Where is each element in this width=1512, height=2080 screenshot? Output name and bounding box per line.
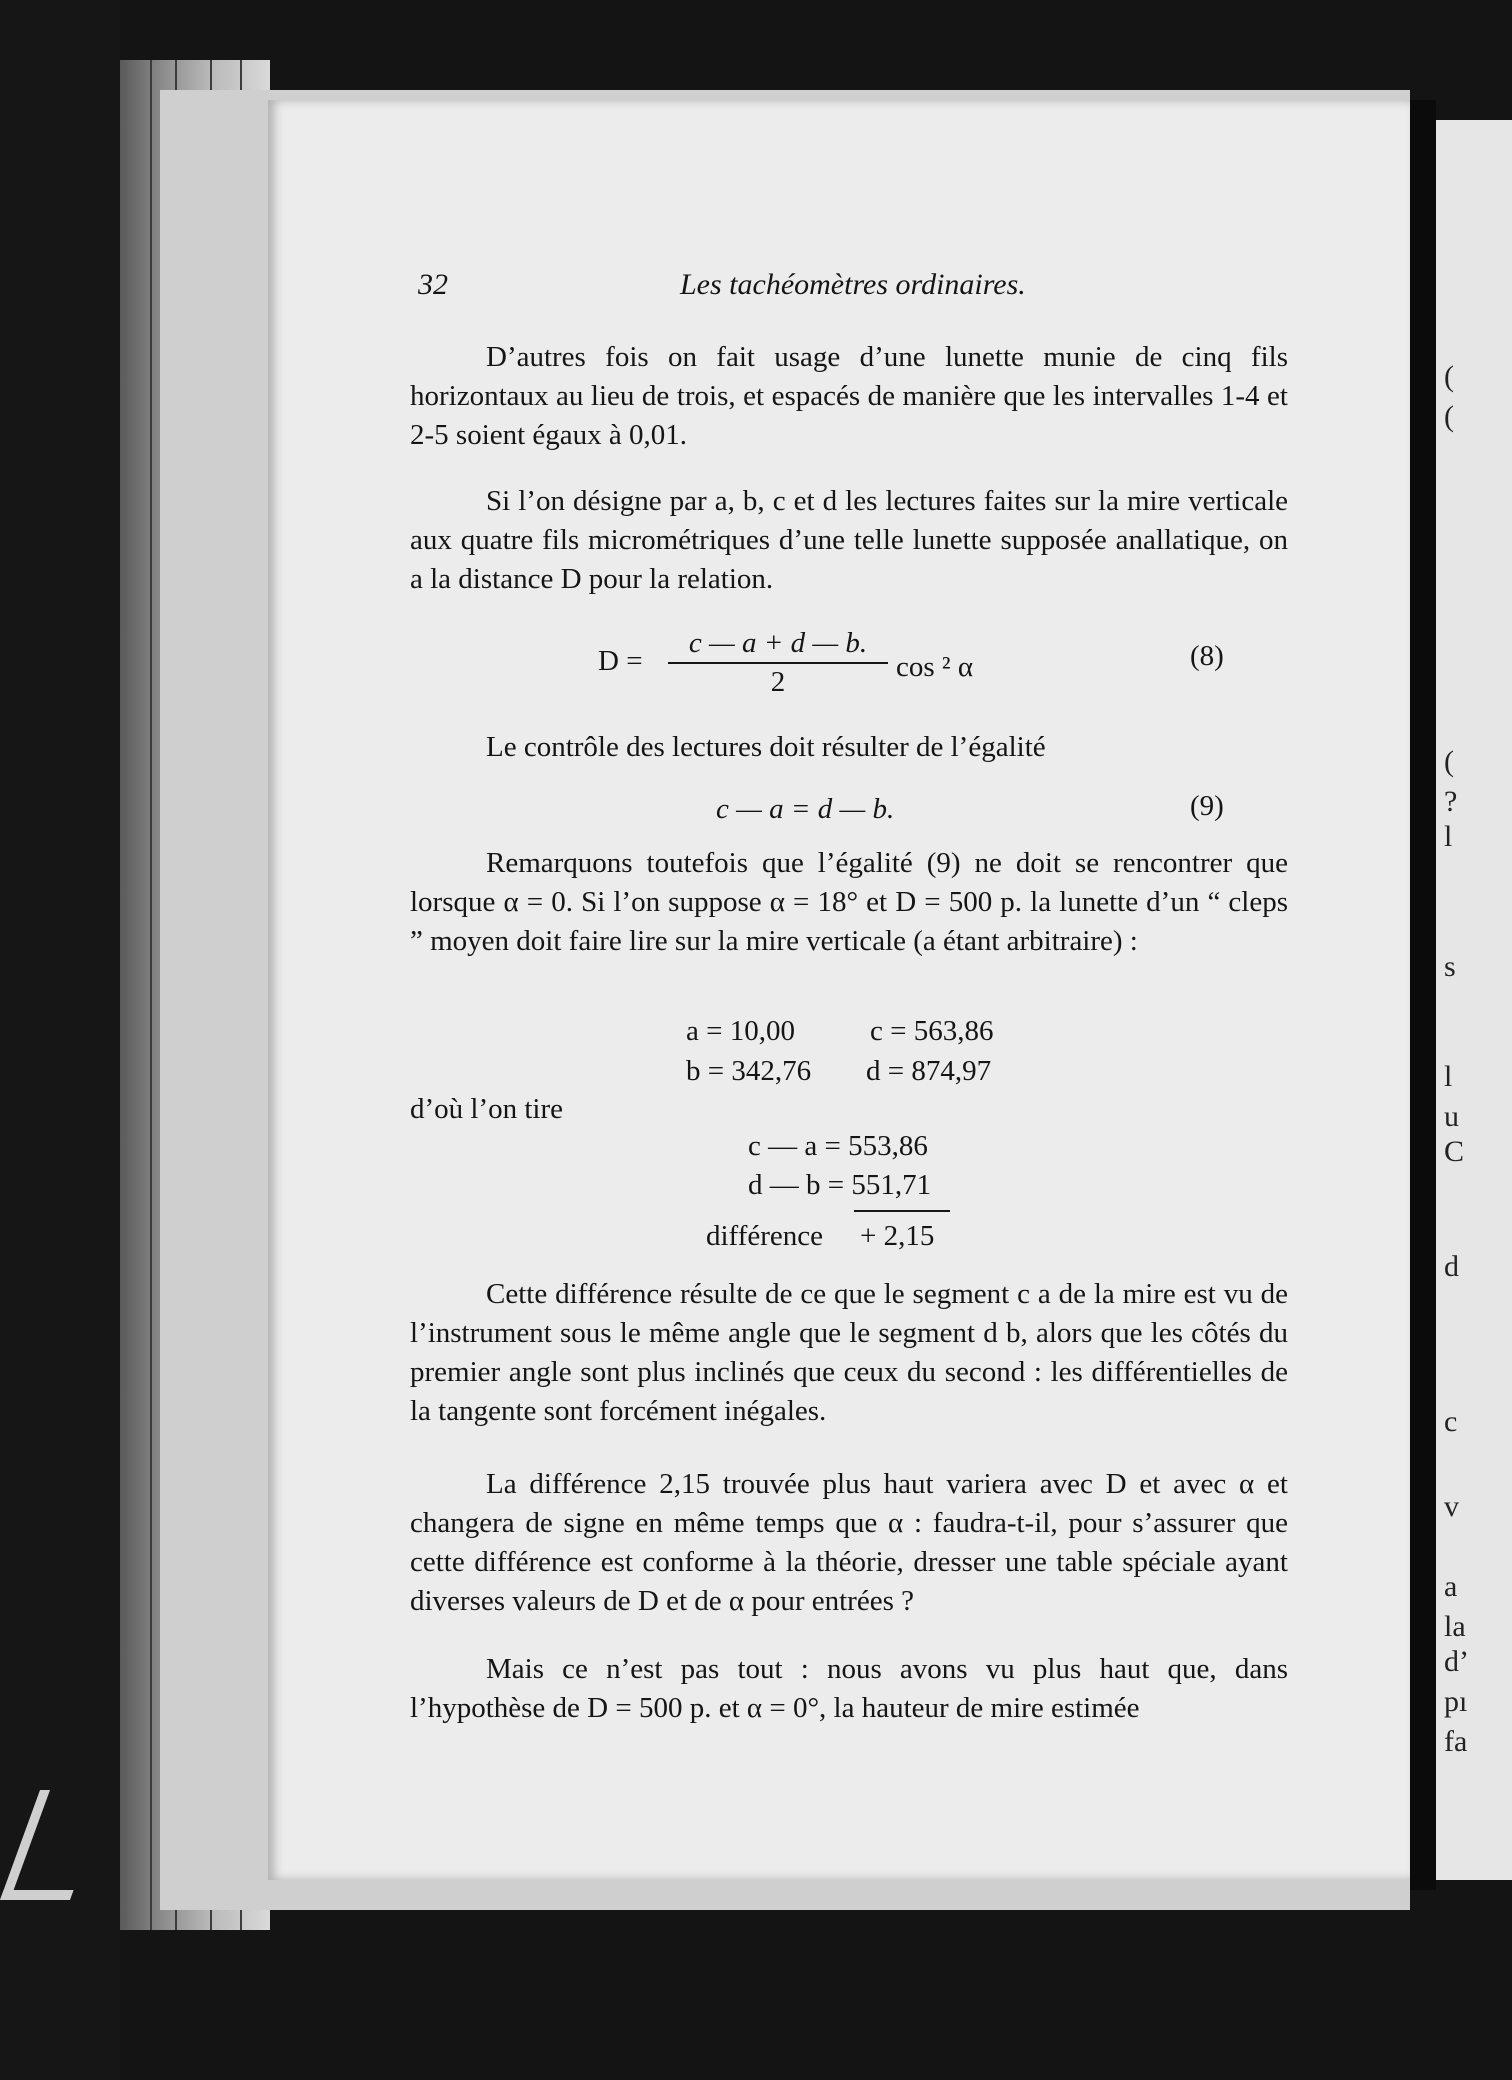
sum-rule	[854, 1210, 950, 1212]
diff-c-minus-a: c — a = 553,86	[748, 1130, 928, 1162]
eq9-number: (9)	[1190, 790, 1224, 822]
reading-a: a = 10,00	[686, 1015, 795, 1047]
adjacent-fragment: a	[1444, 1570, 1458, 1603]
reading-c: c = 563,86	[870, 1015, 994, 1047]
diff-value: + 2,15	[860, 1220, 935, 1252]
adjacent-fragment: u	[1444, 1100, 1459, 1133]
diff-label: différence	[706, 1220, 823, 1252]
adjacent-fragment: fa	[1444, 1725, 1468, 1758]
paragraph-1: D’autres fois on fait usage d’une lunette munie de cinq fils horizontaux au lieu de trois, et espacés de manière que les intervalles 1-4 et 2-5 soient égaux à 0,01.	[410, 341, 1288, 451]
eq8-cos-term: cos ² α	[896, 651, 974, 683]
adjacent-fragment: ?	[1444, 785, 1458, 818]
diff-d-minus-b: d — b = 551,71	[748, 1169, 932, 1201]
fraction-bar	[668, 662, 888, 664]
paragraph-8: Mais ce n’est pas tout : nous avons vu plus haut que, dans l’hypothèse de D = 500 p. et α = 0°, la hauteur de mire estimée	[410, 1653, 1288, 1724]
adjacent-page	[1436, 120, 1512, 1880]
gutter-shadow	[1410, 100, 1436, 1890]
adjacent-fragment: (	[1444, 745, 1454, 778]
eq8-fraction	[668, 626, 888, 698]
adjacent-fragment: C	[1444, 1135, 1465, 1168]
adjacent-fragment: v	[1444, 1490, 1459, 1523]
paragraph-2: Si l’on désigne par a, b, c et d les lectures faites sur la mire verticale aux quatre fils micrométriques d’une telle lunette supposée anallatique, on a la distance D pour la relation.	[410, 485, 1288, 595]
eq8-numerator: c — a + d — b.	[688, 627, 868, 659]
eq9-expression: c — a = d — b.	[716, 793, 895, 825]
paragraph-6: Cette différence résulte de ce que le segment c a de la mire est vu de l’instrument sous le même angle que le segment d b, alors que les côtés du premier angle sont plus inclinés que ceux du second : les différentielles de la tangente sont forcément inégales.	[410, 1278, 1288, 1427]
paragraph-5: d’où l’on tire	[410, 1093, 564, 1125]
eq8-denominator: 2	[770, 666, 786, 698]
adjacent-fragment: c	[1444, 1405, 1458, 1438]
adjacent-fragment: (	[1444, 400, 1454, 433]
reading-b: b = 342,76	[686, 1055, 812, 1087]
adjacent-fragment: la	[1444, 1610, 1466, 1643]
adjacent-fragment: l	[1444, 1060, 1453, 1093]
adjacent-fragment: (	[1444, 360, 1454, 393]
adjacent-fragment: s	[1444, 950, 1456, 983]
adjacent-fragment: l	[1444, 820, 1453, 853]
reading-d: d = 874,97	[866, 1055, 992, 1087]
paragraph-4: Remarquons toutefois que l’égalité (9) ne doit se rencontrer que lorsque α = 0. Si l’on suppose α = 18° et D = 500 p. la lunette d’un “ cleps ” moyen doit faire lire sur la mire verticale (a étant arbitraire) :	[410, 847, 1288, 957]
eq8-number: (8)	[1190, 640, 1224, 672]
adjacent-fragment: pı	[1444, 1685, 1468, 1718]
adjacent-fragment: d’	[1444, 1645, 1469, 1678]
eq8-lhs: D =	[598, 645, 643, 677]
paragraph-3: Le contrôle des lectures doit résulter de l’égalité	[486, 731, 1046, 763]
running-title: Les tachéomètres ordinaires.	[680, 268, 1026, 301]
book-binding	[0, 0, 120, 2080]
adjacent-fragment: d	[1444, 1250, 1459, 1283]
paragraph-7: La différence 2,15 trouvée plus haut variera avec D et avec α et changera de signe en même temps que α : faudra-t-il, pour s’assurer que cette différence est conforme à la théorie, dresser une table spéciale ayant diverses valeurs de D et de α pour entrées ?	[410, 1468, 1288, 1617]
page-number: 32	[418, 268, 448, 301]
